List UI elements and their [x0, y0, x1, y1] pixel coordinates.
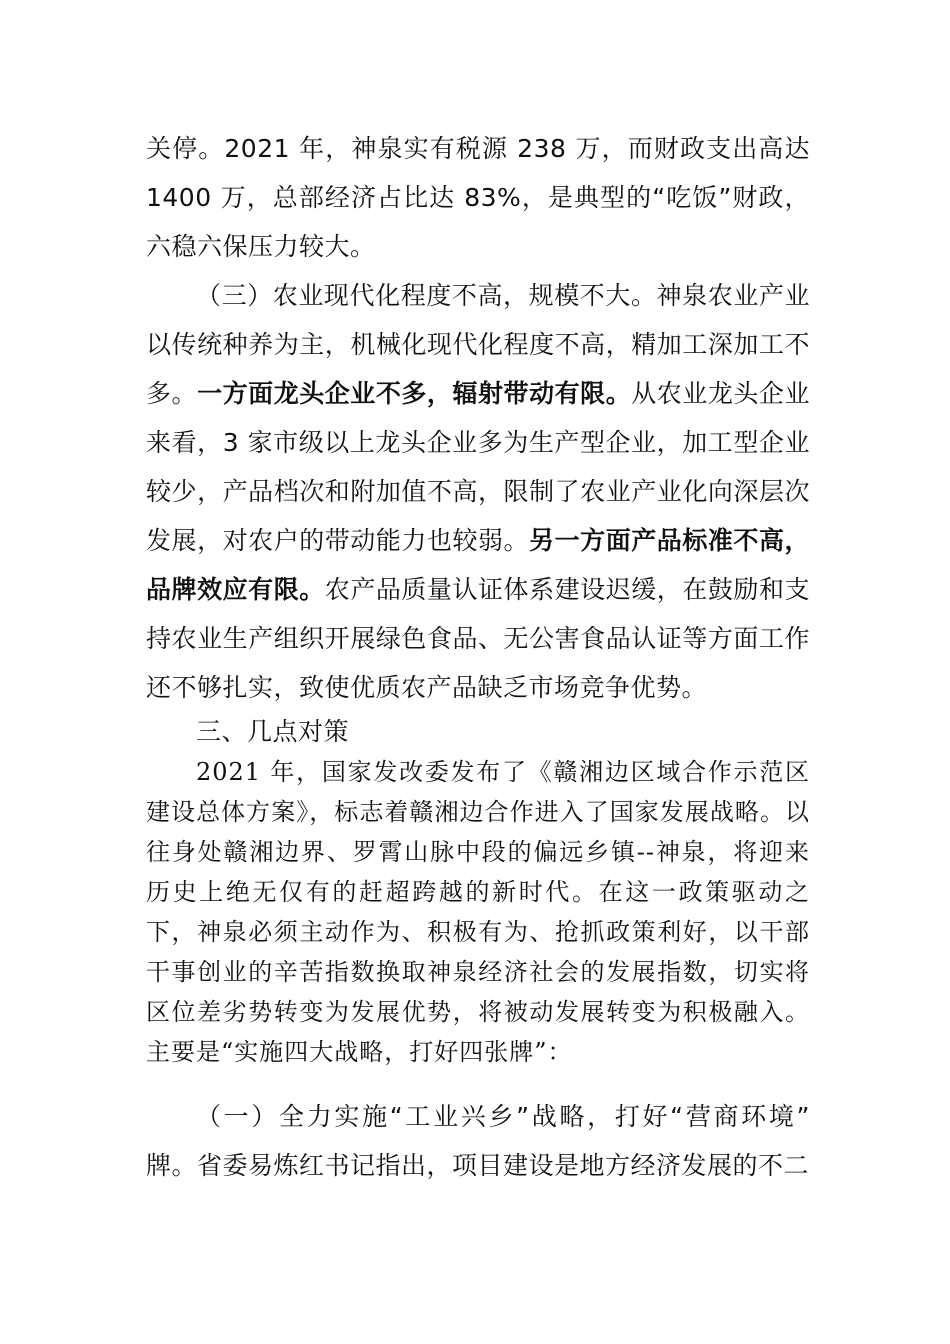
paragraph-agriculture-certification: 农产品质量认证体系建设迟缓，在鼓励和支持农业生产组织开展绿色食品、无公害食品认证等方面工作还不够扎实，致使优质农产品缺乏市场竞争优势。: [146, 575, 810, 702]
paragraph-industry-strategy: （一）全力实施“工业兴乡”战略，打好“营商环境” 牌。省委易炼红书记指出，项目建设是地方经济发展的不二: [146, 1102, 810, 1180]
paragraph-finance-text: 关停。2021 年，神泉实有税源 238 万，而财政支出高达 1400 万，总部经济占比达 83%，是典型的“吃饭”财政，六稳六保压力较大。: [146, 134, 810, 261]
paragraph-finance: [146, 124, 810, 271]
bold-point-leading-enterprises: 一方面龙头企业不多，辐射带动有限。: [197, 379, 632, 408]
paragraph-agriculture-enterprises: 从农业龙头企业来看，3 家市级以上龙头企业多为生产型企业，加工型企业较少，产品档次和附加值不高，限制了农业产业化向深层次发展，对农户的带动能力也较弱。: [146, 379, 810, 555]
paragraph-strategy-overview: 2021 年，国家发改委发布了《赣湘边区域合作示范区建设总体方案》，标志着赣湘边合作进入了国家发展战略。以往身处赣湘边界、罗霄山脉中段的偏远乡镇--神泉，将迎来历史上绝无仅有的赶超跨越的新时代。在这一政策驱动之下，神泉必须主动作为、积极有为、抢抓政策利好，以干部干事创业的辛苦指数换取神泉经济社会的发展指数，切实将区位差劣势转变为发展优势，将被动发展转变为积极融入。主要是“实施四大战略，打好四张牌”：: [146, 758, 810, 1066]
bold-point-product-standards: 另一方面产品标准不高， 品牌效应有限。: [146, 526, 810, 604]
paragraph-agriculture-intro: （三）农业现代化程度不高，规模不大。神泉农业产业以传统种养为主，机械化现代化程度不高，精加工深加工不多。: [146, 281, 810, 408]
paragraph-agriculture: [146, 271, 810, 712]
section-heading-countermeasures: 三、几点对策: [196, 717, 350, 746]
